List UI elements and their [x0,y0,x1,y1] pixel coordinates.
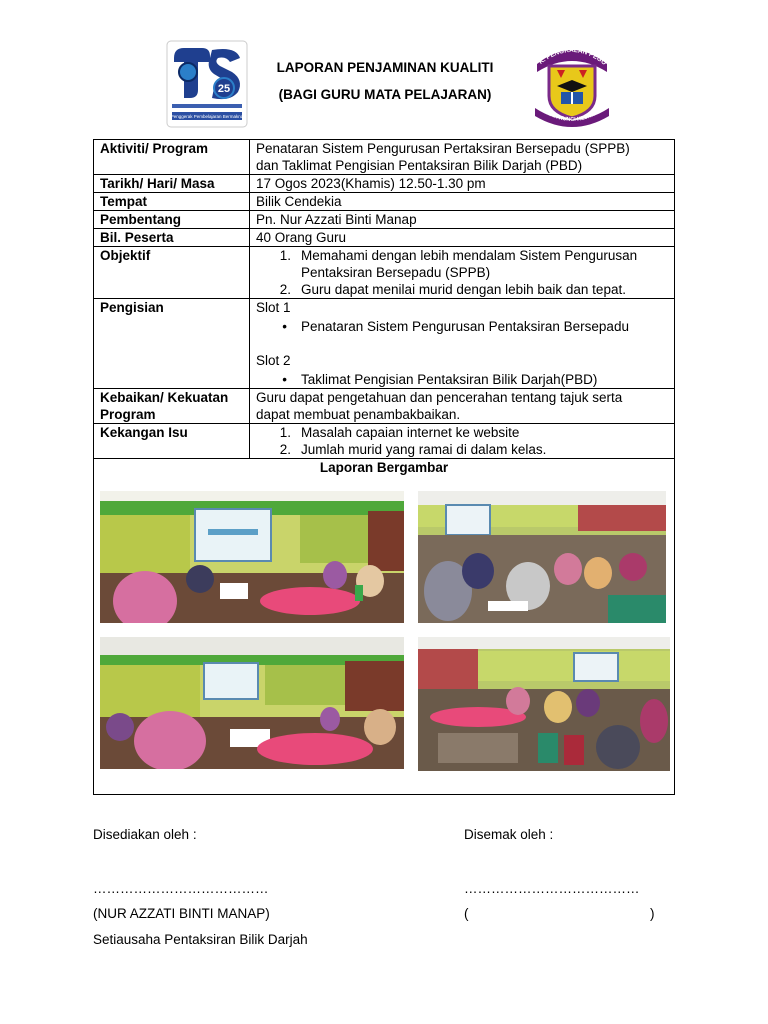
list-number: 2. [279,282,291,297]
kebaikan-line-1: Guru dapat pengetahuan dan pencerahan tentang tajuk serta [256,390,623,405]
prepared-by-name: (NUR AZZATI BINTI MANAP) [93,906,270,921]
list-text: Masalah capaian internet ke website [301,425,520,440]
checked-by-label: Disemak oleh : [464,827,554,842]
value-kebaikan [250,389,675,424]
slot-2-text: Taklimat Pengisian Pentaksiran Bilik Darjah(PBD) [301,372,598,387]
prepared-by-signature-line: ………………………………… [93,881,269,896]
label-kebaikan [94,389,250,424]
list-text: Jumlah murid yang ramai di dalam kelas. [301,442,547,457]
bullet-icon: • [282,319,287,334]
row-kekangan [94,424,675,459]
aktiviti-line-2: dan Taklimat Pengisian Pentaksiran Bilik Darjah (PBD) [256,158,583,173]
value-tarikh: 17 Ogos 2023(Khamis) 12.50-1.30 pm [250,175,675,193]
report-subtitle: (BAGI GURU MATA PELAJARAN) [278,87,492,102]
value-pengisian [250,299,675,389]
checked-by-name-close: ) [650,906,655,921]
checked-by-name-open: ( [464,906,469,921]
list-text: Memahami dengan lebih mendalam Sistem Pengurusan Pentaksiran Bersepadu (SPPB) [301,248,638,280]
kebaikan-line-2: dapat membuat penambakbaikan. [256,407,461,422]
slot-1-label: Slot 1 [256,300,291,315]
label-tarikh: Tarikh/ Hari/ Masa [94,175,250,193]
event-photo-4 [418,637,670,771]
row-kebaikan [94,389,675,424]
crest-bottom-text: SAHA KUNCI KEJAYAA [542,108,602,124]
list-item [256,441,674,458]
row-pengisian [94,299,675,389]
prepared-by-label: Disediakan oleh : [93,827,197,842]
value-objektif [250,247,675,299]
bullet-icon: • [282,372,287,387]
row-objektif [94,247,675,299]
slot-2-item [256,371,674,388]
list-number: 1. [279,248,291,263]
report-table [93,139,675,795]
label-kekangan: Kekangan Isu [94,424,250,459]
row-aktiviti [94,140,675,175]
kekangan-list [256,424,674,458]
event-photo-3 [100,637,404,769]
aktiviti-line-1: Penataran Sistem Pengurusan Pertaksiran Bersepadu (SPPB) [256,141,630,156]
ts25-logo [166,40,248,128]
list-number: 1. [279,425,291,440]
row-tarikh [94,175,675,193]
row-tempat [94,193,675,211]
label-tempat: Tempat [94,193,250,211]
value-kekangan [250,424,675,459]
label-objektif: Objektif [94,247,250,299]
value-tempat: Bilik Cendekia [250,193,675,211]
photo-section-title: Laporan Bergambar [319,460,449,475]
kebaikan-label-line-2: Program [100,407,156,422]
label-peserta: Bil. Peserta [94,229,250,247]
label-pengisian: Pengisian [94,299,250,389]
label-pembentang: Pembentang [94,211,250,229]
value-pembentang: Pn. Nur Azzati Binti Manap [250,211,675,229]
report-title: LAPORAN PENJAMINAN KUALITI [276,60,494,75]
event-photo-1 [100,491,404,623]
checked-by-signature-line: ………………………………… [464,881,640,896]
slot-1-text: Penataran Sistem Pengurusan Pentaksiran Bersepadu [301,319,629,334]
event-photo-2 [418,491,666,623]
list-item [256,247,674,281]
objektif-list [256,247,674,298]
label-aktiviti: Aktiviti/ Program [94,140,250,175]
row-photos [94,459,675,795]
school-crest-logo [527,42,617,130]
photo-section [94,459,675,795]
list-text: Guru dapat menilai murid dengan lebih baik dan tepat. [301,282,626,297]
prepared-by-role: Setiausaha Pentaksiran Bilik Darjah [93,932,308,947]
report-header [0,0,768,140]
kebaikan-label-line-1: Kebaikan/ Kekuatan [100,390,229,405]
value-peserta: 40 Orang Guru [250,229,675,247]
list-item [256,281,674,298]
crest-top-text: K. PENGKALAN PEGO [537,46,608,67]
value-aktiviti [250,140,675,175]
row-peserta [94,229,675,247]
list-item [256,424,674,441]
slot-2-label: Slot 2 [256,353,291,368]
row-pembentang [94,211,675,229]
logo-number: 25 [217,83,231,95]
logo-caption: Penggerak Pembelajaran Bermakna [170,114,244,119]
list-number: 2. [279,442,291,457]
slot-1-item [256,318,674,335]
